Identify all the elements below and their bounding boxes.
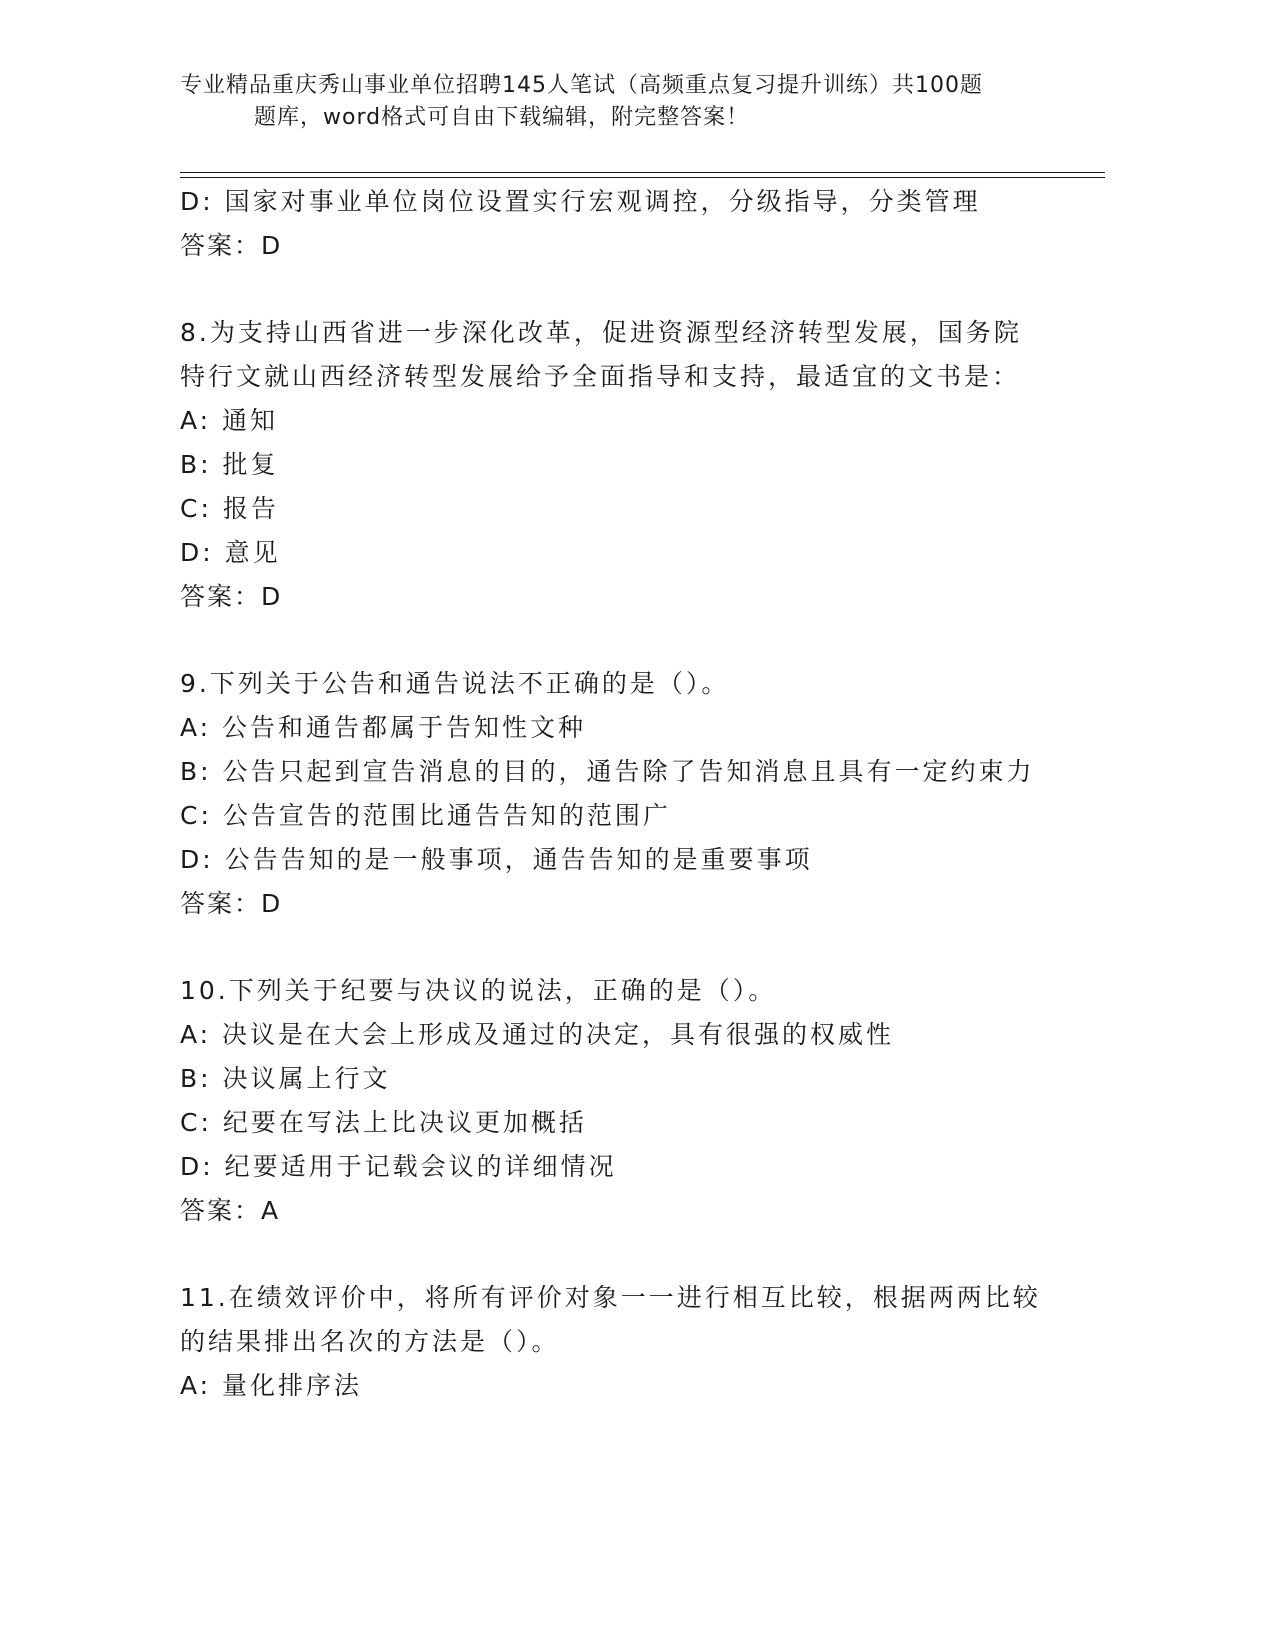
block-spacer: [180, 268, 1110, 311]
option-line: A: 决议是在大会上形成及通过的决定，具有很强的权威性: [180, 1020, 895, 1049]
question-text: 10.下列关于纪要与决议的说法，正确的是（）。: [180, 976, 777, 1005]
block-spacer: [180, 619, 1110, 662]
option-line: D: 公告告知的是一般事项，通告告知的是重要事项: [180, 845, 813, 874]
question-text: 特行文就山西经济转型发展给予全面指导和支持，最适宜的文书是：: [180, 362, 1021, 391]
option-line: A: 公告和通告都属于告知性文种: [180, 713, 587, 742]
question-block: [180, 969, 1110, 1233]
answer-line: 答案：D: [180, 889, 283, 918]
block-spacer: [180, 926, 1110, 969]
question-block: [180, 311, 1110, 619]
option-line: B: 公告只起到宣告消息的目的，通告除了告知消息且具有一定约束力: [180, 757, 1035, 786]
header-title-line-1: 专业精品重庆秀山事业单位招聘145人笔试（高频重点复习提升训练）共100题: [180, 73, 983, 98]
question-text: 9.下列关于公告和通告说法不正确的是（）。: [180, 669, 730, 698]
option-line: C: 报告: [180, 494, 279, 523]
question-block: [180, 1276, 1110, 1408]
header-divider-top: [180, 172, 1105, 173]
option-line: C: 纪要在写法上比决议更加概括: [180, 1108, 587, 1137]
question-block: [180, 180, 1110, 268]
option-line: D: 意见: [180, 538, 281, 567]
header-title-line-2: 题库，word格式可自由下载编辑，附完整答案！: [254, 105, 750, 130]
option-line: D: 国家对事业单位岗位设置实行宏观调控，分级指导，分类管理: [180, 187, 981, 216]
block-spacer: [180, 1233, 1110, 1276]
option-line: B: 决议属上行文: [180, 1064, 391, 1093]
question-text: 8.为支持山西省进一步深化改革，促进资源型经济转型发展，国务院: [180, 318, 1022, 347]
answer-line: 答案：D: [180, 231, 283, 260]
option-line: B: 批复: [180, 450, 279, 479]
option-line: A: 通知: [180, 406, 279, 435]
option-line: C: 公告宣告的范围比通告告知的范围广: [180, 801, 671, 830]
option-line: D: 纪要适用于记载会议的详细情况: [180, 1152, 617, 1181]
question-list: [180, 180, 1110, 1408]
question-text: 的结果排出名次的方法是（）。: [180, 1327, 560, 1356]
question-text: 11.在绩效评价中，将所有评价对象一一进行相互比较，根据两两比较: [180, 1283, 1041, 1312]
question-block: [180, 662, 1110, 926]
header-divider-bottom: [180, 177, 1105, 178]
answer-line: 答案：A: [180, 1196, 281, 1225]
option-line: A: 量化排序法: [180, 1371, 363, 1400]
document-header: [180, 70, 1080, 134]
answer-line: 答案：D: [180, 582, 283, 611]
